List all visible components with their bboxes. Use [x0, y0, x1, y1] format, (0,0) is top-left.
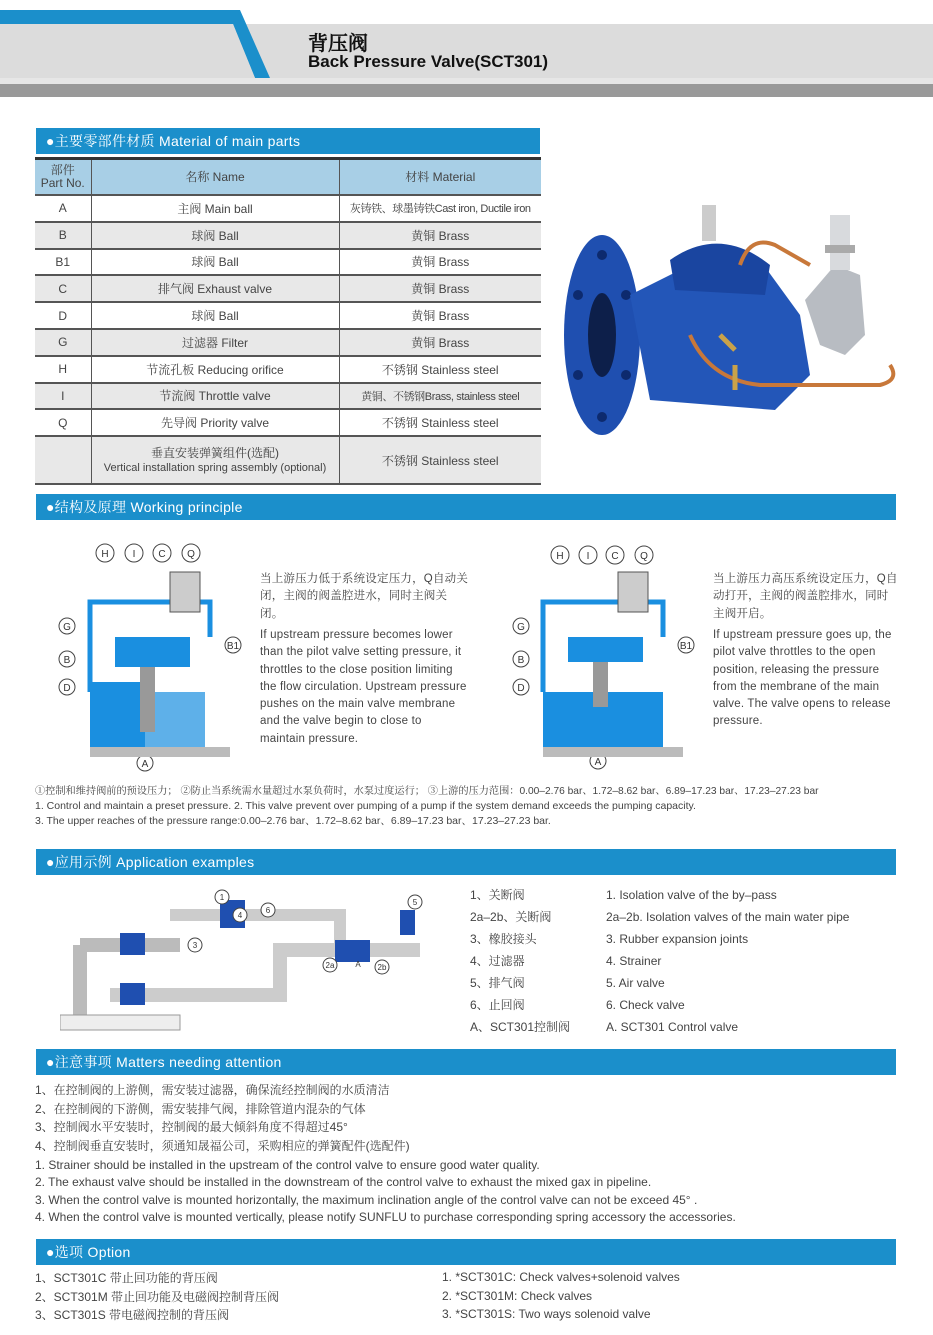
svg-text:2b: 2b	[377, 963, 387, 972]
svg-text:B: B	[63, 655, 71, 666]
page-title-cn: 背压阀	[308, 33, 368, 55]
principle-note-2: 1. Control and maintain a preset pressure. 2. This valve prevent over pumping of a pump if the system demand exceeds the pumping capacity.	[35, 800, 696, 812]
col-part: 部件 Part No.	[35, 160, 91, 195]
svg-text:B: B	[517, 655, 525, 666]
col-material: 材料 Material	[339, 160, 541, 195]
principle-note-1: ①控制和维持阀前的预设压力； ②防止当系统需水量超过水泵负荷时，水泵过度运行； ③上游的压力范围：0.00–2.76 bar、1.72–8.62 bar、6.89–17.23 bar、17.23–27.23 bar	[35, 786, 819, 797]
svg-text:6: 6	[265, 906, 271, 915]
svg-text:H: H	[101, 549, 109, 560]
principle-diagram-closed	[55, 542, 250, 772]
section-header-principle: ●结构及原理 Working principle	[36, 494, 896, 520]
section-header-materials: ●主要零部件材质 Material of main parts	[36, 128, 540, 154]
svg-text:D: D	[517, 683, 525, 694]
attention-cn: 1、在控制阀的上游侧，需安装过滤器，确保流经控制阀的水质清洁 2、在控制阀的下游侧，需安装排气阀，排除管道内混杂的气体 3、控制阀水平安装时，控制阀的最大倾斜角度不得超过45° 4、控制阀垂直安装时，须通知晟福公司，采购相应的弹簧配件(选配件)	[35, 1083, 410, 1153]
svg-text:5: 5	[412, 898, 418, 907]
section-header-option: ●选项 Option	[36, 1239, 896, 1265]
svg-text:A: A	[355, 960, 361, 969]
principle-right-en: If upstream pressure goes up, the pilot valve throttles to the open position, releasing the pressure from the membrane of the main valve. The valve opens to release pressure.	[713, 629, 892, 728]
table-row: C 排气阀 Exhaust valve 黄铜 Brass	[35, 275, 541, 302]
svg-text:A: A	[141, 759, 149, 770]
section-header-attention: ●注意事项 Matters needing attention	[36, 1049, 896, 1075]
principle-diagram-open	[508, 542, 703, 772]
svg-text:4: 4	[237, 911, 243, 920]
table-row: B1 球阀 Ball 黄铜 Brass	[35, 249, 541, 276]
svg-text:1: 1	[219, 893, 225, 902]
svg-text:B1: B1	[226, 641, 240, 652]
valve-product-image	[560, 185, 905, 445]
col-name: 名称 Name	[91, 160, 339, 195]
svg-text:I: I	[586, 551, 590, 562]
svg-text:C: C	[158, 549, 166, 560]
page-title-en: Back Pressure Valve(SCT301)	[308, 52, 549, 71]
svg-text:G: G	[63, 622, 71, 633]
application-diagram	[60, 885, 440, 1035]
svg-text:D: D	[63, 683, 71, 694]
table-row: D 球阀 Ball 黄铜 Brass	[35, 302, 541, 329]
option-cn: 1、SCT301C 带止回功能的背压阀 2、SCT301M 带止回功能及电磁阀控制背压阀 3、SCT301S 带电磁阀控制的背压阀	[35, 1271, 280, 1322]
materials-table	[35, 160, 541, 485]
svg-text:G: G	[517, 622, 525, 633]
svg-text:H: H	[556, 551, 564, 562]
table-row: A 主阀 Main ball 灰铸铁、球墨铸铁Cast iron, Ductile iron	[35, 195, 541, 222]
application-list-en: 1. Isolation valve of the by–pass 2a–2b. Isolation valves of the main water pipe 3. Rubber expansion joints 4. Strainer 5. Air valve 6. Check valve A. SCT301 Control valve	[606, 888, 850, 1034]
principle-note-3: 3. The upper reaches of the pressure range:0.00–2.76 bar、1.72–8.62 bar、6.89–17.23 bar、17.23–27.23 bar.	[35, 815, 551, 827]
principle-left-cn: 当上游压力低于系统设定压力，Q自动关闭，主阀的阀盖腔进水，同时主阀关闭。	[260, 573, 469, 620]
table-row: Q 先导阀 Priority valve 不锈钢 Stainless steel	[35, 409, 541, 436]
table-row: B 球阀 Ball 黄铜 Brass	[35, 222, 541, 249]
svg-text:C: C	[611, 551, 619, 562]
svg-text:I: I	[132, 549, 136, 560]
header-bar	[0, 84, 933, 97]
svg-text:3: 3	[192, 941, 198, 950]
attention-en: 1. Strainer should be installed in the upstream of the control valve to ensure good water quality. 2. The exhaust valve should be installed in the downstream of the control valve to exhaust the mixed gax in pipeline. 3. When the control valve is mounted horizontally, the maximum inclination angle of the control valve can not be exceed 45° . 4. When the control valve is mounted vertically, please notify SUNFLU to purchase corresponding spring accessory the accessories.	[35, 1158, 736, 1224]
table-header-row	[35, 160, 541, 195]
svg-text:Q: Q	[640, 551, 648, 562]
header-accent-shape	[0, 10, 275, 80]
svg-text:A: A	[594, 757, 602, 768]
table-row: I 节流阀 Throttle valve 黄铜、不锈钢Brass, stainless steel	[35, 383, 541, 410]
principle-right-cn: 当上游压力高压系统设定压力，Q自动打开，主阀的阀盖腔排水，同时主阀开启。	[713, 573, 898, 620]
table-row: 垂直安装弹簧组件(选配) Vertical installation spring assembly (optional) 不锈钢 Stainless steel	[35, 436, 541, 484]
table-row: G 过滤器 Filter 黄铜 Brass	[35, 329, 541, 356]
option-en: 1. *SCT301C: Check valves+solenoid valves 2. *SCT301M: Check valves 3. *SCT301S: Two ways solenoid valve	[442, 1270, 680, 1321]
section-header-application: ●应用示例 Application examples	[36, 849, 896, 875]
svg-text:2a: 2a	[325, 961, 335, 970]
application-list-cn: 1、关断阀 2a–2b、关断阀 3、橡胶接头 4、过滤器 5、排气阀 6、止回阀 A、SCT301控制阀	[470, 888, 571, 1034]
principle-left-en: If upstream pressure becomes lower than the pilot valve setting pressure, it throttles to the close position limiting the flow circulation. Upstream pressure pushes on the main valve membrane and the valve begin to close to maintain pressure.	[260, 629, 467, 745]
svg-text:B1: B1	[679, 641, 693, 652]
table-row: H 节流孔板 Reducing orifice 不锈钢 Stainless steel	[35, 356, 541, 383]
svg-text:Q: Q	[187, 549, 195, 560]
